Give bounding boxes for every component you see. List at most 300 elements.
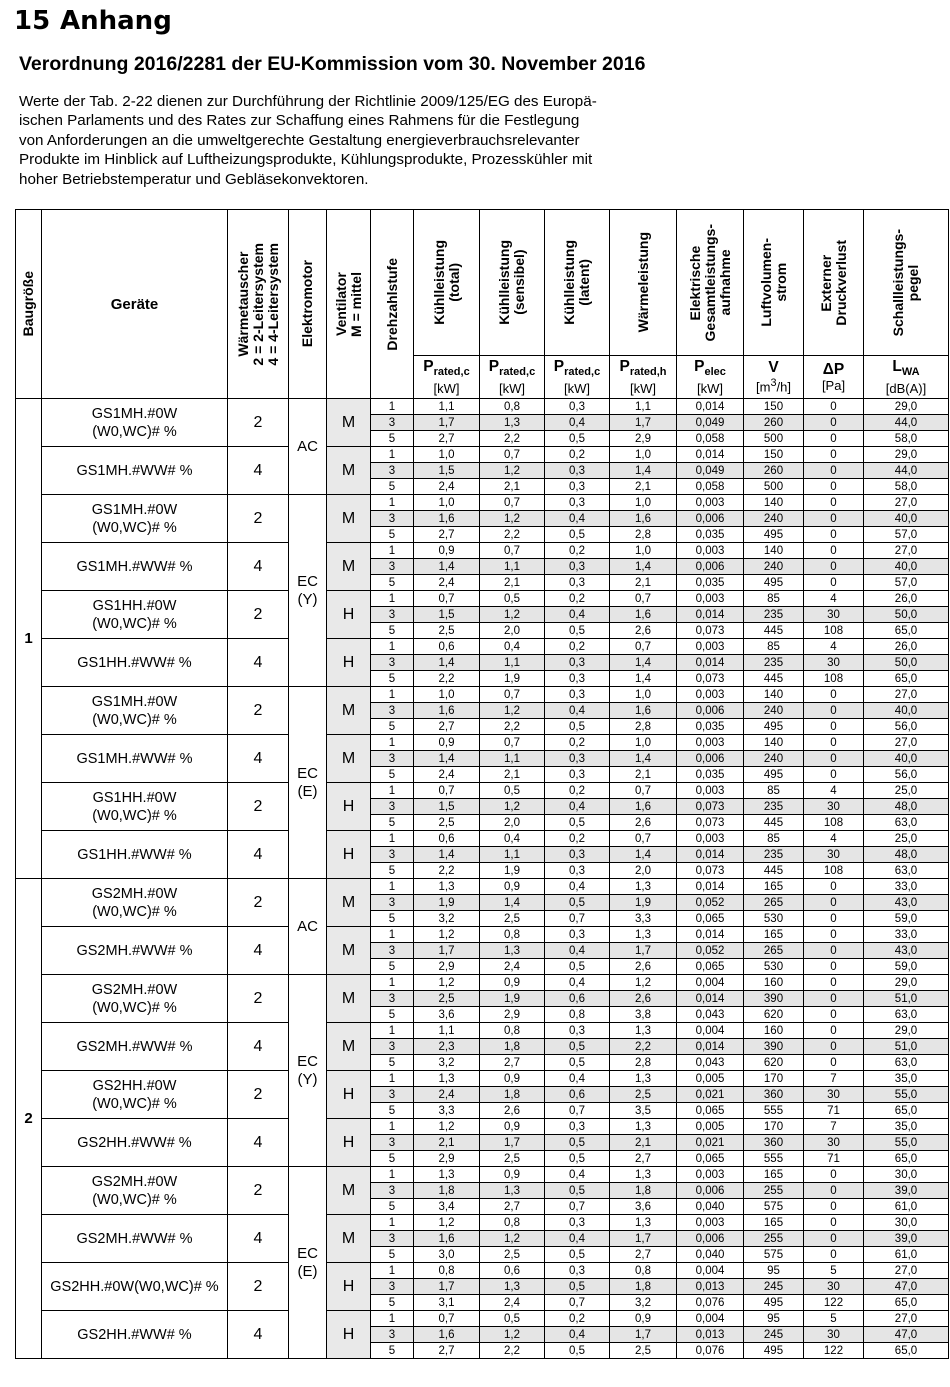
fan-speed-cell: M	[327, 447, 371, 495]
value-cell: 1,2	[414, 927, 480, 943]
value-cell: 1,7	[610, 415, 677, 431]
speed-step-cell: 3	[371, 1183, 414, 1199]
speed-step-cell: 3	[371, 1279, 414, 1295]
col-size-header	[16, 210, 42, 399]
value-cell: 0,5	[545, 1055, 610, 1071]
value-cell: 0,3	[545, 927, 610, 943]
value-cell: 0	[804, 1231, 864, 1247]
value-cell: 0,3	[545, 1119, 610, 1135]
text-line: (W0,WC)# %	[92, 807, 177, 824]
col-cool-lat-header: Kühlleistung (latent)	[545, 210, 610, 356]
fan-speed-cell: M	[327, 399, 371, 447]
value-cell: 0,3	[545, 463, 610, 479]
device-name	[42, 591, 228, 639]
speed-step-cell: 3	[371, 1231, 414, 1247]
col-exchanger-header	[228, 210, 289, 399]
value-cell: 1,6	[610, 703, 677, 719]
value-cell: 29,0	[864, 447, 949, 463]
value-cell: 555	[744, 1103, 804, 1119]
exchanger-cell: 2	[228, 591, 289, 639]
value-cell: 5	[804, 1311, 864, 1327]
value-cell: 0	[804, 687, 864, 703]
value-cell: 3,6	[414, 1007, 480, 1023]
value-cell: 0,7	[545, 1199, 610, 1215]
value-cell: 140	[744, 687, 804, 703]
value-cell: 0,7	[610, 639, 677, 655]
device-name	[42, 399, 228, 447]
value-cell: 27,0	[864, 1311, 949, 1327]
value-cell: 30	[804, 799, 864, 815]
speed-step-cell: 3	[371, 847, 414, 863]
value-cell: 1,2	[610, 975, 677, 991]
speed-step-cell: 1	[371, 927, 414, 943]
speed-step-cell: 1	[371, 975, 414, 991]
speed-step-cell: 5	[371, 1055, 414, 1071]
value-cell: 0,043	[677, 1055, 744, 1071]
value-cell: 2,8	[610, 719, 677, 735]
value-cell: 1,7	[414, 415, 480, 431]
value-cell: 30,0	[864, 1215, 949, 1231]
text-line: (W0,WC)# %	[92, 711, 177, 728]
value-cell: 235	[744, 655, 804, 671]
value-cell: 0,7	[610, 591, 677, 607]
value-cell: 495	[744, 1295, 804, 1311]
value-cell: 27,0	[864, 1263, 949, 1279]
text-line: AC	[297, 437, 318, 455]
value-cell: 1,6	[610, 607, 677, 623]
table-row	[16, 831, 949, 847]
value-cell: 0,040	[677, 1199, 744, 1215]
value-cell: 1,1	[480, 559, 545, 575]
value-cell: 1,9	[480, 991, 545, 1007]
exchanger-cell: 4	[228, 831, 289, 879]
speed-step-cell: 5	[371, 719, 414, 735]
value-cell: 1,3	[414, 879, 480, 895]
value-cell: 1,0	[414, 447, 480, 463]
value-cell: 0,040	[677, 1247, 744, 1263]
value-cell: 0,014	[677, 399, 744, 415]
value-cell: 0,021	[677, 1087, 744, 1103]
value-cell: 265	[744, 895, 804, 911]
chapter-number: 15	[14, 6, 51, 36]
value-cell: 35,0	[864, 1119, 949, 1135]
motor-cell	[289, 975, 327, 1167]
value-cell: 0,065	[677, 959, 744, 975]
value-cell: 0	[804, 703, 864, 719]
value-cell: 0,043	[677, 1007, 744, 1023]
device-name	[42, 1071, 228, 1119]
value-cell: 30	[804, 1279, 864, 1295]
value-cell: 390	[744, 1039, 804, 1055]
value-cell: 3,0	[414, 1247, 480, 1263]
speed-step-cell: 1	[371, 1311, 414, 1327]
value-cell: 0,076	[677, 1295, 744, 1311]
speed-step-cell: 1	[371, 1167, 414, 1183]
value-cell: 0	[804, 415, 864, 431]
value-cell: 0,003	[677, 687, 744, 703]
value-cell: 245	[744, 1327, 804, 1343]
exchanger-cell: 4	[228, 447, 289, 495]
value-cell: 3,4	[414, 1199, 480, 1215]
value-cell: 0,5	[545, 1183, 610, 1199]
value-cell: 1,3	[610, 879, 677, 895]
text-line: GS2MH.#0W	[91, 981, 178, 998]
col-motor-header	[289, 210, 327, 399]
value-cell: 1,4	[414, 751, 480, 767]
value-cell: 1,2	[414, 975, 480, 991]
value-cell: 0,3	[545, 655, 610, 671]
text-line: AC	[297, 917, 318, 935]
device-name	[42, 1263, 228, 1311]
value-cell: 0,5	[480, 783, 545, 799]
exchanger-cell: 2	[228, 1071, 289, 1119]
text-line: EC	[297, 1244, 318, 1262]
value-cell: 95	[744, 1311, 804, 1327]
speed-step-cell: 1	[371, 447, 414, 463]
speed-step-cell: 5	[371, 1151, 414, 1167]
value-cell: 0,3	[545, 847, 610, 863]
value-cell: 0,7	[610, 831, 677, 847]
device-name	[42, 1215, 228, 1263]
value-cell: 2,0	[480, 623, 545, 639]
speed-step-cell: 5	[371, 1007, 414, 1023]
value-cell: 30	[804, 1327, 864, 1343]
speed-step-cell: 3	[371, 991, 414, 1007]
value-cell: 0,7	[480, 687, 545, 703]
value-cell: 1,6	[414, 703, 480, 719]
fan-speed-cell: M	[327, 1023, 371, 1071]
value-cell: 0,3	[545, 479, 610, 495]
value-cell: 255	[744, 1231, 804, 1247]
value-cell: 2,4	[480, 1295, 545, 1311]
fan-speed-cell: M	[327, 879, 371, 927]
value-cell: 1,1	[480, 655, 545, 671]
value-cell: 0,5	[545, 815, 610, 831]
value-cell: 39,0	[864, 1183, 949, 1199]
value-cell: 35,0	[864, 1071, 949, 1087]
value-cell: 2,7	[610, 1247, 677, 1263]
value-cell: 1,8	[480, 1087, 545, 1103]
value-cell: 1,2	[414, 1215, 480, 1231]
value-cell: 61,0	[864, 1247, 949, 1263]
value-cell: 48,0	[864, 799, 949, 815]
speed-step-cell: 5	[371, 575, 414, 591]
exchanger-cell: 2	[228, 975, 289, 1023]
speed-step-cell: 5	[371, 911, 414, 927]
value-cell: 0,9	[414, 543, 480, 559]
speed-step-cell: 5	[371, 431, 414, 447]
value-cell: 0	[804, 1199, 864, 1215]
value-cell: 2,5	[414, 991, 480, 1007]
value-cell: 30	[804, 1087, 864, 1103]
value-cell: 445	[744, 863, 804, 879]
speed-step-cell: 1	[371, 495, 414, 511]
value-cell: 2,1	[610, 1135, 677, 1151]
value-cell: 57,0	[864, 575, 949, 591]
value-cell: 0,5	[545, 431, 610, 447]
value-cell: 0,003	[677, 1167, 744, 1183]
value-cell: 0,005	[677, 1071, 744, 1087]
text-line: GS2MH.#WW# %	[76, 942, 193, 959]
value-cell: 240	[744, 511, 804, 527]
value-cell: 0,035	[677, 527, 744, 543]
device-name	[42, 783, 228, 831]
value-cell: 2,5	[480, 1151, 545, 1167]
value-cell: 30	[804, 1135, 864, 1151]
value-cell: 50,0	[864, 607, 949, 623]
value-cell: 0,003	[677, 783, 744, 799]
exchanger-cell: 4	[228, 639, 289, 687]
text-line: EC	[297, 1052, 318, 1070]
unit-heat: $P_{rated,h}$ [kW]	[610, 356, 677, 399]
value-cell: 26,0	[864, 591, 949, 607]
value-cell: 0,003	[677, 831, 744, 847]
value-cell: 0	[804, 959, 864, 975]
value-cell: 495	[744, 575, 804, 591]
motor-cell	[289, 495, 327, 687]
value-cell: 0	[804, 495, 864, 511]
value-cell: 0,052	[677, 895, 744, 911]
value-cell: 65,0	[864, 1151, 949, 1167]
text-line: GS1MH.#WW# %	[76, 462, 193, 479]
value-cell: 26,0	[864, 639, 949, 655]
value-cell: 0,003	[677, 1215, 744, 1231]
speed-step-cell: 3	[371, 943, 414, 959]
value-cell: 40,0	[864, 511, 949, 527]
value-cell: 165	[744, 927, 804, 943]
value-cell: 0	[804, 399, 864, 415]
value-cell: 63,0	[864, 863, 949, 879]
value-cell: 2,1	[480, 575, 545, 591]
speed-step-cell: 3	[371, 1135, 414, 1151]
value-cell: 140	[744, 735, 804, 751]
value-cell: 0,5	[545, 719, 610, 735]
device-name	[42, 447, 228, 495]
value-cell: 122	[804, 1295, 864, 1311]
text-line: GS1HH.#0W	[92, 597, 177, 614]
speed-step-cell: 1	[371, 543, 414, 559]
value-cell: 1,3	[610, 927, 677, 943]
value-cell: 495	[744, 719, 804, 735]
value-cell: 29,0	[864, 399, 949, 415]
value-cell: 2,4	[480, 959, 545, 975]
value-cell: 575	[744, 1199, 804, 1215]
value-cell: 0	[804, 431, 864, 447]
unit-sound: $L_{WA}$ [dB(A)]	[864, 356, 949, 399]
text-line: (E)	[297, 782, 318, 800]
fan-speed-cell: M	[327, 1167, 371, 1215]
value-cell: 2,9	[610, 431, 677, 447]
value-cell: 2,6	[610, 991, 677, 1007]
table-row	[16, 975, 949, 991]
text-line: GS1MH.#WW# %	[76, 750, 193, 767]
value-cell: 160	[744, 975, 804, 991]
table-row	[16, 495, 949, 511]
value-cell: 0,5	[545, 527, 610, 543]
intro-line: von Anforderungen an die umweltgerechte Gestaltung energieverbrauchsrelevanter	[19, 131, 580, 149]
value-cell: 44,0	[864, 415, 949, 431]
value-cell: 0,073	[677, 623, 744, 639]
value-cell: 0,013	[677, 1279, 744, 1295]
value-cell: 122	[804, 1343, 864, 1359]
value-cell: 0,014	[677, 447, 744, 463]
value-cell: 4	[804, 831, 864, 847]
value-cell: 0,004	[677, 1023, 744, 1039]
col-speed-header	[371, 210, 414, 399]
value-cell: 0,4	[545, 799, 610, 815]
speed-step-cell: 3	[371, 751, 414, 767]
table-row	[16, 1311, 949, 1327]
value-cell: 0,4	[545, 879, 610, 895]
value-cell: 2,5	[414, 815, 480, 831]
value-cell: 150	[744, 399, 804, 415]
value-cell: 0,006	[677, 511, 744, 527]
value-cell: 0,003	[677, 495, 744, 511]
table-row	[16, 543, 949, 559]
value-cell: 360	[744, 1087, 804, 1103]
value-cell: 1,0	[414, 687, 480, 703]
text-line: GS2HH.#WW# %	[77, 1134, 192, 1151]
value-cell: 0	[804, 767, 864, 783]
value-cell: 3,2	[414, 911, 480, 927]
text-line: (W0,WC)# %	[92, 999, 177, 1016]
value-cell: 245	[744, 1279, 804, 1295]
col-elec-header: Elektrische Gesamtleistungs- aufnahme	[677, 210, 744, 356]
value-cell: 0,3	[545, 767, 610, 783]
value-cell: 2,5	[480, 1247, 545, 1263]
value-cell: 0,065	[677, 1103, 744, 1119]
value-cell: 2,1	[610, 767, 677, 783]
device-name	[42, 879, 228, 927]
speed-step-cell: 5	[371, 815, 414, 831]
value-cell: 0,035	[677, 719, 744, 735]
value-cell: 0,006	[677, 1183, 744, 1199]
value-cell: 1,1	[610, 399, 677, 415]
value-cell: 108	[804, 623, 864, 639]
device-name	[42, 1311, 228, 1359]
value-cell: 0	[804, 751, 864, 767]
intro-paragraph	[19, 92, 719, 189]
speed-step-cell: 3	[371, 463, 414, 479]
value-cell: 2,7	[414, 719, 480, 735]
value-cell: 0	[804, 559, 864, 575]
value-cell: 1,3	[480, 1279, 545, 1295]
speed-step-cell: 5	[371, 1199, 414, 1215]
value-cell: 0	[804, 1055, 864, 1071]
value-cell: 47,0	[864, 1279, 949, 1295]
value-cell: 2,0	[480, 815, 545, 831]
value-cell: 27,0	[864, 543, 949, 559]
value-cell: 1,7	[610, 1231, 677, 1247]
fan-speed-cell: H	[327, 831, 371, 879]
value-cell: 0,014	[677, 847, 744, 863]
exchanger-cell: 2	[228, 1263, 289, 1311]
value-cell: 3,2	[610, 1295, 677, 1311]
fan-speed-cell: H	[327, 783, 371, 831]
value-cell: 1,9	[480, 863, 545, 879]
value-cell: 0	[804, 975, 864, 991]
exchanger-cell: 4	[228, 1215, 289, 1263]
text-line: GS1MH.#0W	[91, 693, 178, 710]
value-cell: 0,3	[545, 687, 610, 703]
value-cell: 0,004	[677, 975, 744, 991]
text-line: (W0,WC)# %	[92, 903, 177, 920]
motor-cell	[289, 1167, 327, 1359]
value-cell: 530	[744, 911, 804, 927]
value-cell: 2,4	[414, 767, 480, 783]
value-cell: 0	[804, 1023, 864, 1039]
value-cell: 445	[744, 623, 804, 639]
value-cell: 3,5	[610, 1103, 677, 1119]
unit-cool-lat: $P_{rated,c}$ [kW]	[545, 356, 610, 399]
value-cell: 2,7	[610, 1151, 677, 1167]
value-cell: 1,3	[480, 943, 545, 959]
value-cell: 0,3	[545, 495, 610, 511]
value-cell: 63,0	[864, 1055, 949, 1071]
value-cell: 1,3	[610, 1167, 677, 1183]
value-cell: 0,2	[545, 783, 610, 799]
value-cell: 0	[804, 1007, 864, 1023]
value-cell: 0,7	[414, 591, 480, 607]
value-cell: 500	[744, 479, 804, 495]
value-cell: 25,0	[864, 783, 949, 799]
value-cell: 1,2	[480, 703, 545, 719]
speed-step-cell: 3	[371, 703, 414, 719]
table-row	[16, 591, 949, 607]
value-cell: 65,0	[864, 671, 949, 687]
value-cell: 33,0	[864, 879, 949, 895]
value-cell: 0,7	[480, 543, 545, 559]
value-cell: 0	[804, 1247, 864, 1263]
value-cell: 43,0	[864, 943, 949, 959]
exchanger-cell: 4	[228, 735, 289, 783]
value-cell: 0,7	[545, 1103, 610, 1119]
value-cell: 59,0	[864, 911, 949, 927]
value-cell: 40,0	[864, 703, 949, 719]
fan-speed-cell: M	[327, 735, 371, 783]
text-line: GS1MH.#WW# %	[76, 558, 193, 575]
value-cell: 7	[804, 1071, 864, 1087]
value-cell: 165	[744, 1167, 804, 1183]
value-cell: 40,0	[864, 751, 949, 767]
value-cell: 43,0	[864, 895, 949, 911]
value-cell: 2,7	[414, 431, 480, 447]
value-cell: 390	[744, 991, 804, 1007]
value-cell: 0,8	[610, 1263, 677, 1279]
value-cell: 2,5	[610, 1087, 677, 1103]
value-cell: 2,8	[610, 1055, 677, 1071]
value-cell: 2,2	[480, 719, 545, 735]
exchanger-cell: 4	[228, 927, 289, 975]
value-cell: 63,0	[864, 815, 949, 831]
value-cell: 1,5	[414, 799, 480, 815]
technical-data-table	[15, 209, 949, 1359]
value-cell: 2,1	[610, 575, 677, 591]
value-cell: 0,3	[545, 863, 610, 879]
speed-step-cell: 1	[371, 639, 414, 655]
value-cell: 0,4	[545, 511, 610, 527]
fan-speed-cell: M	[327, 543, 371, 591]
value-cell: 4	[804, 783, 864, 799]
value-cell: 1,2	[414, 1119, 480, 1135]
value-cell: 2,4	[414, 575, 480, 591]
value-cell: 165	[744, 1215, 804, 1231]
value-cell: 0,3	[545, 1023, 610, 1039]
value-cell: 495	[744, 767, 804, 783]
value-cell: 0,035	[677, 767, 744, 783]
speed-step-cell: 3	[371, 895, 414, 911]
value-cell: 0,8	[480, 927, 545, 943]
